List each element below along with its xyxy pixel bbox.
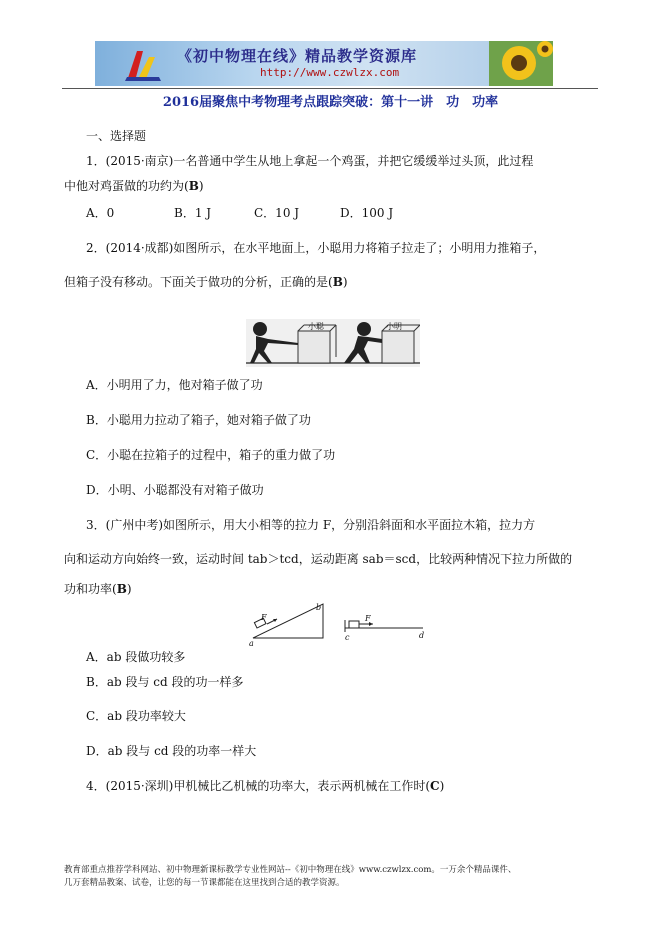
q3-answer: B — [116, 582, 127, 596]
q3-label-d: d — [419, 631, 425, 640]
q2-label-xiaocong: 小聪 — [308, 322, 324, 331]
q3-line2: 向和运动方向始终一致，运动时间 tab＞tcd，运动距离 sab＝scd，比较两种情况下拉力所做的 — [64, 552, 573, 566]
q2-option-c: C．小聪在拉箱子的过程中，箱子的重力做了功 — [86, 448, 336, 462]
q3-option-d: D．ab 段与 cd 段的功率一样大 — [86, 744, 257, 758]
q4-answer: C — [430, 779, 440, 793]
q2-option-a: A．小明用了力，他对箱子做了功 — [86, 378, 263, 392]
q2-line2 — [64, 274, 348, 290]
footer-line1: 教育部重点推荐学科网站、初中物理新课标教学专业性网站--《初中物理在线》www.czwlzx.com。一万余个精品课件、 — [64, 865, 517, 875]
q3-figure — [247, 594, 433, 650]
q2-figure — [246, 319, 420, 367]
section-heading: 一、选择题 — [86, 129, 147, 143]
q2-answer: B — [332, 275, 343, 289]
banner-url[interactable]: http://www.czwlzx.com — [260, 66, 400, 79]
q2-stem: 但箱子没有移动。下面关于做功的分析，正确的是( — [64, 275, 333, 289]
q2-label-xiaoming: 小明 — [386, 322, 402, 331]
banner-title: 《初中物理在线》精品教学资源库 — [177, 47, 418, 65]
q3-label-f2: F — [365, 614, 371, 623]
q3-label-c: c — [345, 633, 350, 642]
q1-stem: 中他对鸡蛋做的功约为( — [64, 179, 189, 193]
q1-answer: B — [188, 179, 199, 193]
footer — [64, 864, 516, 890]
q1-option-c: C．10 J — [254, 206, 300, 220]
q3-line1: 3．(广州中考)如图所示，用大小相等的拉力 F，分别沿斜面和水平面拉木箱，拉力方 — [86, 518, 536, 532]
q3-close: ) — [126, 582, 132, 596]
q1-option-d: D．100 J — [340, 206, 394, 220]
q2-option-d: D．小明、小聪都没有对箱子做功 — [86, 483, 264, 497]
q3-option-c: C．ab 段功率较大 — [86, 709, 186, 723]
q3-option-a: A．ab 段做功较多 — [86, 650, 186, 664]
q3-stem: 功和功率( — [64, 582, 117, 596]
footer-line2: 几万套精品教案、试卷，让您的每一节课都能在这里找到合适的教学资源。 — [64, 878, 345, 888]
q1-option-b: B．1 J — [174, 206, 212, 220]
q1-option-a: A．0 — [86, 206, 115, 220]
q2-option-b: B．小聪用力拉动了箱子，她对箱子做了功 — [86, 413, 311, 427]
q1-line1: 1．(2015·南京)一名普通中学生从地上拿起一个鸡蛋，并把它缓缓举过头顶，此过程 — [86, 154, 534, 168]
q2-close: ) — [342, 275, 348, 289]
header-rule — [62, 88, 598, 89]
q3-label-b: b — [316, 603, 322, 612]
sunflower-icon — [489, 41, 553, 86]
logo-icon — [123, 47, 163, 83]
q3-horizontal-box — [349, 621, 359, 628]
q3-option-b: B．ab 段与 cd 段的功一样多 — [86, 675, 244, 689]
q3-label-f1: F — [261, 613, 267, 622]
q4-line1 — [86, 778, 444, 794]
q1-line2 — [64, 178, 204, 194]
q3-label-a: a — [249, 639, 254, 648]
q4-close: ) — [439, 779, 445, 793]
q2-box-left — [298, 331, 330, 363]
q4-stem: 4．(2015·深圳)甲机械比乙机械的功率大，表示两机械在工作时( — [86, 779, 431, 793]
document-title: 2016届聚焦中考物理考点跟踪突破：第十一讲 功 功率 — [162, 95, 499, 110]
q2-line1: 2．(2014·成都)如图所示，在水平地面上，小聪用力将箱子拉走了；小明用力推箱子， — [86, 241, 546, 255]
q3-line3 — [64, 581, 132, 597]
header-banner — [95, 41, 553, 86]
q1-close: ) — [198, 179, 204, 193]
q2-box-right — [382, 331, 414, 363]
